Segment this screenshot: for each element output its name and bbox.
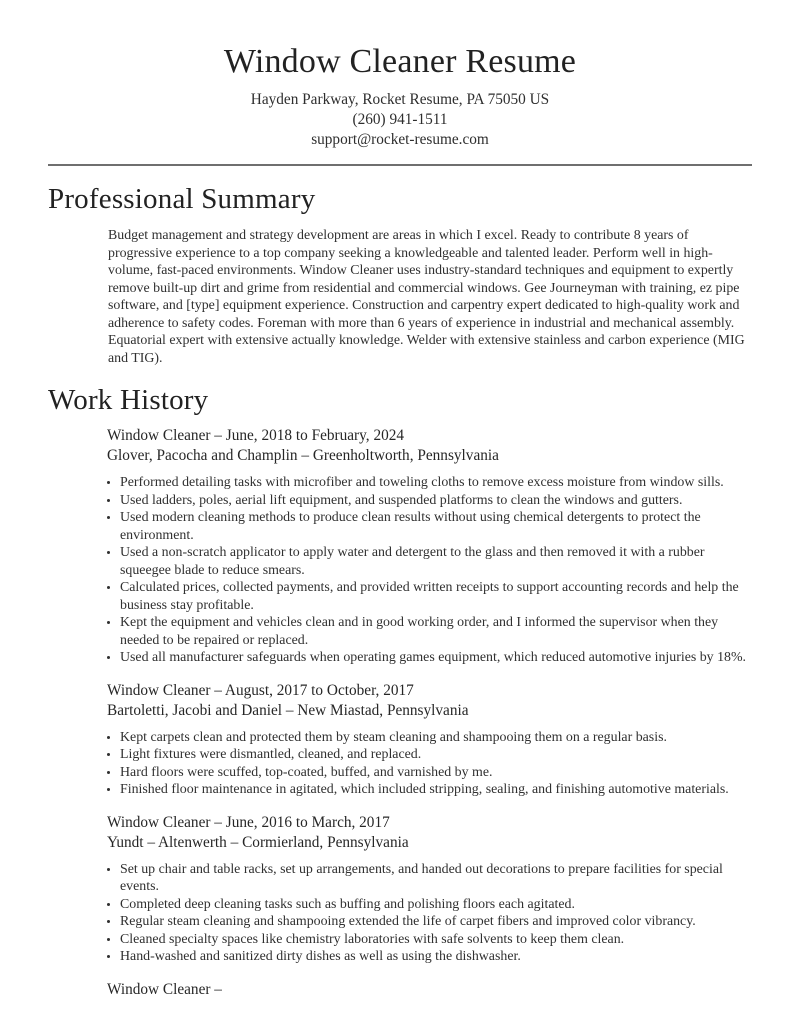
job-bullet: • Used a non-scratch applicator to apply water and detergent to the glass and then removed it with a rubber squeegee blade to reduce smears. — [120, 544, 752, 579]
section-heading-work-history: Work History — [48, 384, 209, 416]
section-work-history — [48, 383, 752, 1000]
job-bullet: • Regular steam cleaning and shampooing extended the life of carpet fibers and improved color vibrancy. — [120, 913, 752, 931]
job-company: Glover, Pacocha and Champlin – Greenholtworth, Pennsylvania — [107, 447, 499, 464]
section-heading-professional-summary: Professional Summary — [48, 183, 316, 215]
job-bullet: • Performed detailing tasks with microfiber and toweling cloths to remove excess moisture from window sills. — [120, 474, 752, 492]
next-job-title-clipped: Window Cleaner – — [107, 980, 222, 998]
job-bullet-list — [107, 729, 752, 799]
job-bullet: • Hand-washed and sanitized dirty dishes as well as using the dishwasher. — [120, 948, 752, 966]
contact-address: Hayden Parkway, Rocket Resume, PA 75050 US — [250, 91, 550, 108]
page-title: Window Cleaner Resume — [223, 43, 577, 80]
header-divider — [48, 164, 752, 166]
job-bullet: • Light fixtures were dismantled, cleaned, and replaced. — [120, 746, 752, 764]
job-bullet: • Calculated prices, collected payments, and provided written receipts to support accounting records and help the business stay profitable. — [120, 579, 752, 614]
job-bullet: • Used all manufacturer safeguards when operating games equipment, which reduced automotive injuries by 18%. — [120, 649, 752, 667]
job-bullet: • Kept the equipment and vehicles clean and in good working order, and I informed the supervisor when they needed to be repaired or replaced. — [120, 614, 752, 649]
summary-text: Budget management and strategy development are areas in which I excel. Ready to contribute 8 years of progressive experience to a top company seeking a knowledgeable and talented leader. Perform well in high-volume, fast-paced environments. Window Cleaner uses industry-standard techniques and equipment to expertly remove built-up dirt and grime from residential and commercial windows. Gee Journeyman with training, ez pipe software, and [type] equipment experience. Construction and carpentry expert dedicated to high-quality work and adherence to safety codes. Foreman with more than 6 years of experience in industrial and mechanical assembly. Equatorial expert with extensive actually knowledge. Welder with extensive stainless and carbon experience (MIG and TIG). — [108, 228, 745, 366]
job-bullet: • Cleaned specialty spaces like chemistry laboratories with safe solvents to keep them clean. — [120, 931, 752, 949]
resume-header — [48, 42, 752, 150]
job-entry-1 — [107, 426, 752, 667]
contact-email: support@rocket-resume.com — [311, 131, 489, 148]
contact-block — [48, 90, 752, 150]
job-bullet: • Kept carpets clean and protected them by steam cleaning and shampooing them on a regular basis. — [120, 729, 752, 747]
job-company: Yundt – Altenwerth – Cormierland, Pennsylvania — [107, 833, 409, 851]
job-entry-2 — [107, 681, 752, 799]
job-bullet: • Hard floors were scuffed, top-coated, buffed, and varnished by me. — [120, 764, 752, 782]
job-bullet: • Used modern cleaning methods to produce clean results without using chemical detergents to protect the environment. — [120, 509, 752, 544]
section-professional-summary — [48, 182, 752, 367]
job-title: Window Cleaner – June, 2016 to March, 2017 — [107, 813, 390, 831]
job-bullet-list — [107, 474, 752, 667]
job-bullet: • Used ladders, poles, aerial lift equipment, and suspended platforms to clean the windows and gutters. — [120, 492, 752, 510]
job-title: Window Cleaner – August, 2017 to October, 2017 — [107, 681, 414, 699]
job-bullet-list — [107, 861, 752, 966]
contact-phone: (260) 941-1511 — [352, 111, 448, 128]
job-bullet: • Finished floor maintenance in agitated, which included stripping, sealing, and finishing automotive materials. — [120, 781, 752, 799]
job-entry-3 — [107, 813, 752, 966]
job-company: Bartoletti, Jacobi and Daniel – New Miastad, Pennsylvania — [107, 701, 469, 719]
job-title: Window Cleaner – June, 2018 to February, 2024 — [107, 427, 405, 444]
job-bullet: • Set up chair and table racks, set up arrangements, and handed out decorations to prepare facilities for special events. — [120, 861, 752, 896]
job-bullet: • Completed deep cleaning tasks such as buffing and polishing floors each agitated. — [120, 896, 752, 914]
